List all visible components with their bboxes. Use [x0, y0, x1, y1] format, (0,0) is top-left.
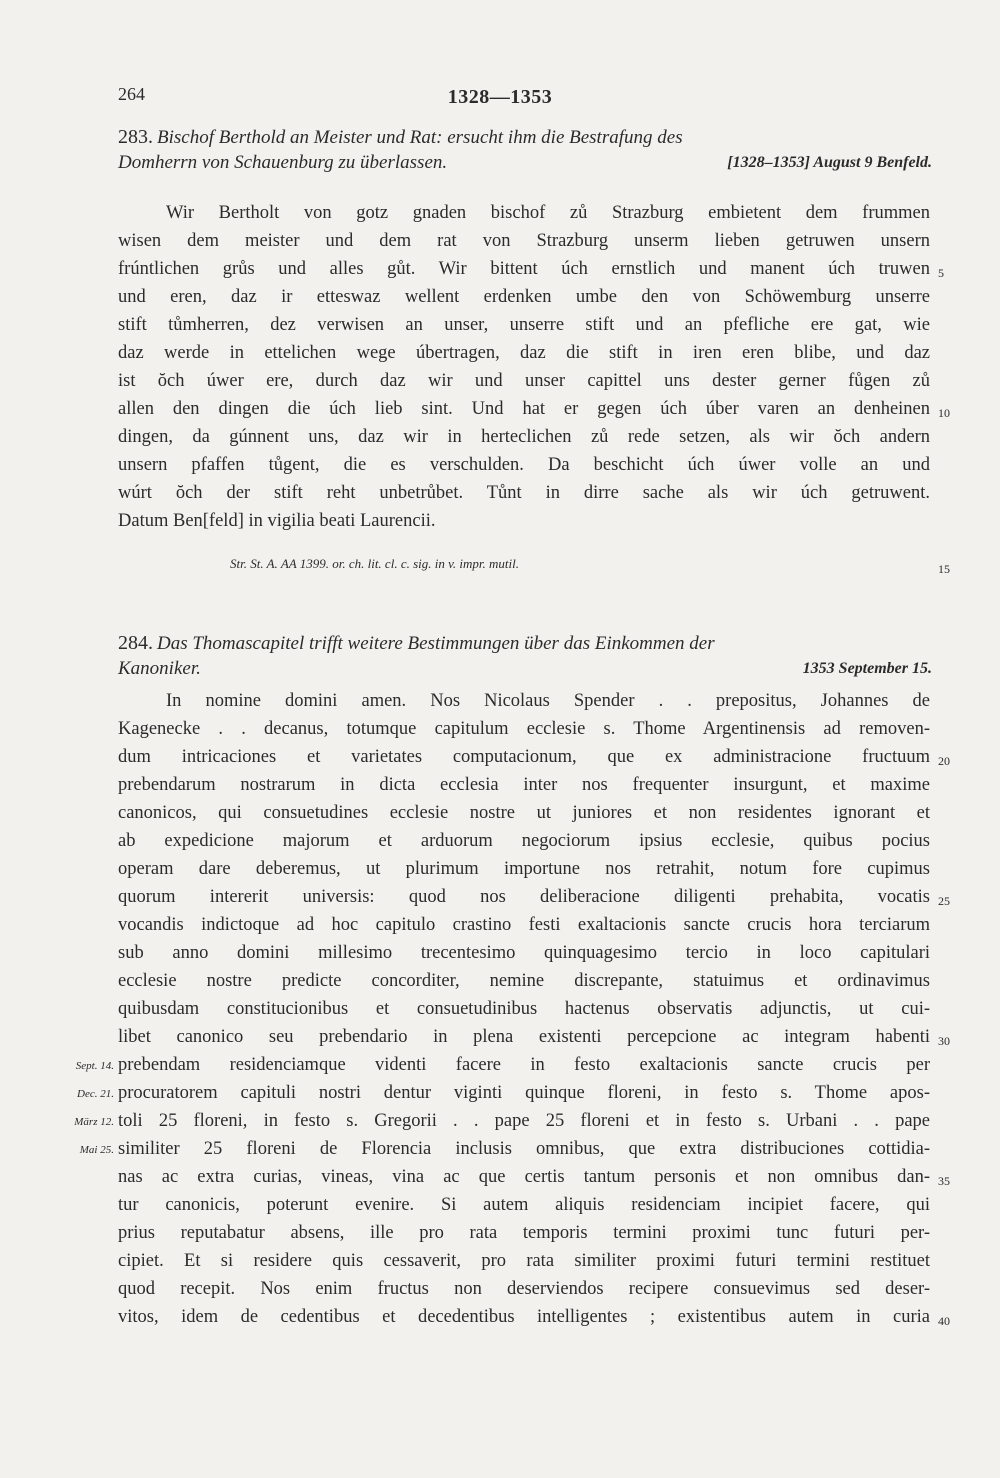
page-number: 264 [118, 84, 145, 104]
doc-284-line-14: prebendam residenciamque videnti facere in festo exaltacionis sancte crucis per [118, 1055, 930, 1075]
doc-284-line-1: In nomine domini amen. Nos Nicolaus Spender . . prepositus, Johannes de [166, 691, 930, 711]
doc-283-line-3: frúntlichen grůs und alles gůt. Wir bittent úch ernstlich und manent úch truwen [118, 259, 930, 279]
line-number: 30 [938, 1034, 950, 1048]
doc-283-line-10: unsern pfaffen tůgent, die es verschulden. Da beschicht úch úwer volle an und [118, 455, 930, 475]
doc-284-line-22: quod recepit. Nos enim fructus non deserviendos recipere consuevimus sed deser- [118, 1279, 930, 1299]
doc-284-line-11: ecclesie nostre predicte concorditer, nemine discrepante, statuimus et ordinavimus [118, 971, 930, 991]
doc-283-line-6: daz werde in ettelichen wege úbertragen, daz die stift in iren eren blibe, und daz [118, 343, 930, 363]
doc-284-heading [118, 630, 932, 682]
doc-283-line-11: wúrt ŏch der stift reht unbetrůbet. Tůnt in dirre sache als wir úch getruwent. [118, 483, 930, 503]
doc-284-line-17: similiter 25 floreni de Florencia inclusis omnibus, que extra distribuciones cottidia- [118, 1139, 930, 1159]
doc-284-number: 284. [118, 632, 153, 654]
doc-283-title-line2: Domherrn von Schauenburg zu überlassen. [118, 152, 448, 173]
margin-date: März 12. [74, 1116, 114, 1128]
doc-284-date: 1353 September 15. [802, 660, 932, 677]
doc-283-date: [1328–1353] August 9 Benfeld. [727, 154, 932, 171]
running-head: 1328—1353 [447, 86, 553, 108]
doc-283-line-7: ist ŏch úwer ere, durch daz wir und unser capittel uns dester gerner fůgen zů [118, 371, 930, 391]
doc-284-line-3: dum intricaciones et varietates computacionum, que ex administracione fructuum [118, 747, 930, 767]
doc-283-line-1: Wir Bertholt von gotz gnaden bischof zů Strazburg embietent dem frummen [166, 203, 930, 223]
line-number: 5 [938, 266, 944, 280]
doc-283-number: 283. [118, 126, 153, 148]
doc-284-title-line2: Kanoniker. [118, 658, 201, 679]
doc-284-line-13: libet canonico seu prebendario in plena existenti percepcione ac integram habenti [118, 1027, 930, 1047]
doc-284-line-16: toli 25 floreni, in festo s. Gregorii . . pape 25 floreni et in festo s. Urbani . . pape [118, 1111, 930, 1131]
doc-284-line-18: nas ac extra curias, vineas, vina ac que certis tantum personis et non omnibus dan- [118, 1167, 930, 1187]
doc-284-line-19: tur canonicis, poterunt evenire. Si autem aliquis residenciam incipiet facere, qui [118, 1195, 930, 1215]
line-number: 15 [938, 562, 950, 576]
doc-284-line-4: prebendarum nostrarum in dicta ecclesia inter nos frequenter insurgunt, et maxime [118, 775, 930, 795]
doc-284-line-5: canonicos, qui consuetudines ecclesie nostre ut juniores et non residentes ignorant et [118, 803, 930, 823]
doc-284-line-9: vocandis indictoque ad hoc capitulo crastino festi exaltacionis sancte crucis hora terciarum [118, 915, 930, 935]
doc-283-title-line1: Bischof Berthold an Meister und Rat: ersucht ihm die Bestrafung des [157, 127, 683, 148]
line-number: 25 [938, 894, 950, 908]
doc-283-line-4: und eren, daz ir etteswaz wellent erdenken umbe den von Schöwemburg unserre [118, 287, 930, 307]
doc-284-line-12: quibusdam constitucionibus et consuetudinibus hactenus observatis adjunctis, ut cui- [118, 999, 930, 1019]
doc-283-heading [118, 124, 932, 176]
doc-284-line-20: prius reputabatur absens, ille pro rata temporis termini proximi tunc futuri per- [118, 1223, 930, 1243]
line-number: 20 [938, 754, 950, 768]
doc-284-line-7: operam dare deberemus, ut plurimum importune nos retrahit, notum fore cupimus [118, 859, 930, 879]
margin-date: Sept. 14. [75, 1060, 114, 1072]
doc-283-line-8: allen den dingen die úch lieb sint. Und hat er gegen úch úber varen an denheinen [118, 399, 930, 419]
doc-284-line-23: vitos, idem de cedentibus et decedentibus intelligentes ; existentibus autem in curia [118, 1307, 930, 1327]
line-number: 35 [938, 1174, 950, 1188]
doc-283-line-5: stift tůmherren, dez verwisen an unser, unserre stift und an pfefliche ere gat, wie [118, 315, 930, 335]
doc-284-line-10: sub anno domini millesimo trecentesimo quinquagesimo tercio in loco capitulari [118, 943, 930, 963]
doc-284-line-6: ab expedicione majorum et arduorum negociorum ipsius ecclesie, quibus pocius [118, 831, 930, 851]
doc-284-line-15: procuratorem capituli nostri dentur viginti quinque floreni, in festo s. Thome apos- [118, 1083, 930, 1103]
doc-284-title-line1: Das Thomascapitel trifft weitere Bestimmungen über das Einkommen der [157, 633, 715, 654]
doc-283-line-9: dingen, da gúnnent uns, daz wir in herteclichen zů rede setzen, als wir ŏch andern [118, 427, 930, 447]
margin-date: Mai 25. [79, 1144, 114, 1156]
doc-283-line-2: wisen dem meister und dem rat von Strazburg unserm lieben getruwen unsern [118, 231, 930, 251]
line-number: 40 [938, 1314, 950, 1328]
doc-284-line-21: cipiet. Et si residere quis cessaverit, pro rata similiter proximi futuri termini restituet [118, 1251, 930, 1271]
margin-date: Dec. 21. [77, 1088, 114, 1100]
doc-284-line-2: Kagenecke . . decanus, totumque capitulum ecclesie s. Thome Argentinensis ad removen- [118, 719, 930, 739]
line-number: 10 [938, 406, 950, 420]
doc-283-line-12: Datum Ben[feld] in vigilia beati Laurencii. [118, 511, 436, 531]
doc-284-line-8: quorum intererit universis: quod nos deliberacione diligenti prehabita, vocatis [118, 887, 930, 907]
doc-283-source-note: Str. St. A. AA 1399. or. ch. lit. cl. c. sig. in v. impr. mutil. [230, 556, 520, 571]
